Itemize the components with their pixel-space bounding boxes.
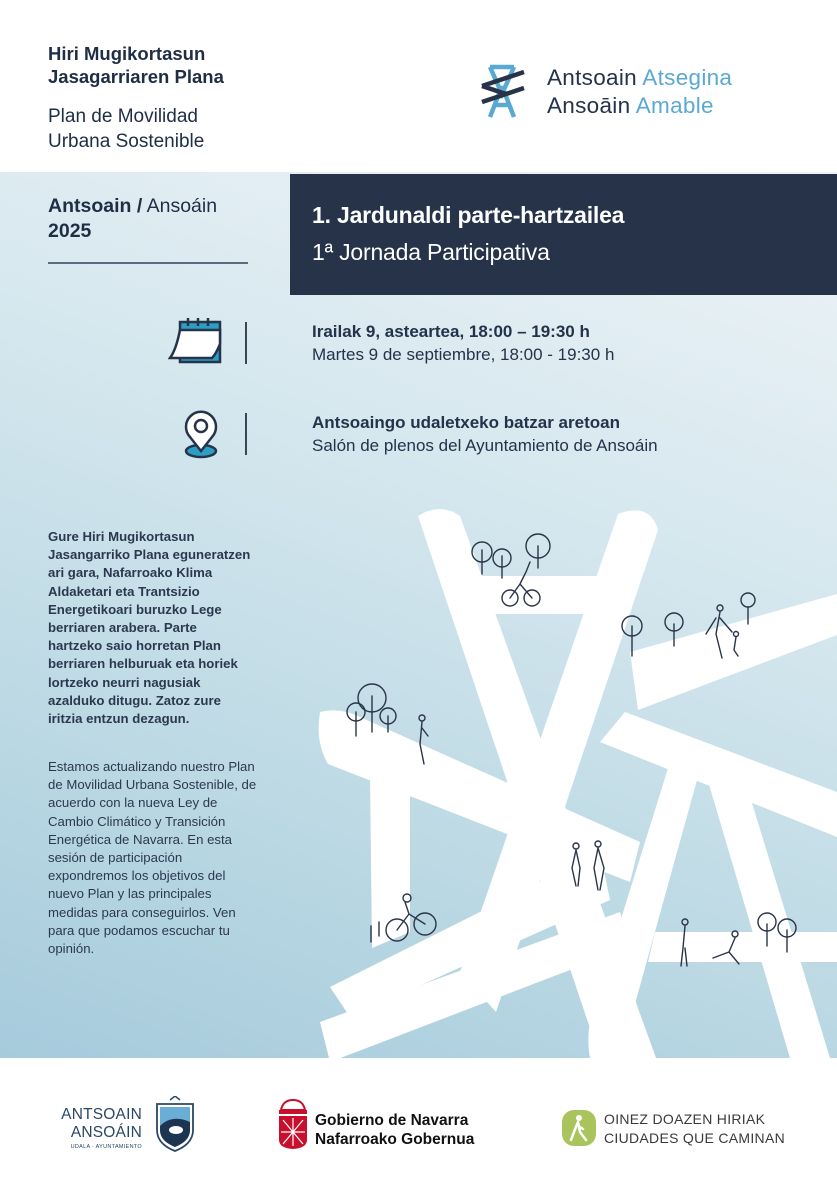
ayuntamiento-logo [60, 1102, 200, 1162]
separator-line [245, 322, 247, 364]
event-title-basque: 1. Jardunaldi parte-hartzailea [312, 202, 625, 228]
header [0, 0, 837, 172]
plan-title-basque [48, 42, 224, 88]
hero-section [0, 172, 837, 1058]
event-date-row [168, 318, 808, 370]
event-title-box [290, 174, 837, 295]
navarra-line2: Nafarroako Gobernua [315, 1131, 475, 1148]
plan-es-line2: Urbana Sostenible [48, 131, 205, 152]
street-a-bar [648, 932, 837, 962]
location-pin-icon [168, 409, 226, 459]
brand-line2-dark: Ansoāin [547, 93, 631, 118]
event-title-spanish: 1ª Jornada Participativa [312, 239, 550, 265]
plan-eu-line1: Hiri Mugikortasun [48, 43, 206, 64]
event-place-row [168, 409, 808, 461]
ayuntamiento-line1: ANTSOAIN [61, 1106, 142, 1123]
separator-line [245, 413, 247, 455]
brand-logo [480, 64, 810, 120]
walking-line2: CIUDADES QUE CAMINAN [604, 1130, 786, 1146]
event-place-spanish: Salón de plenos del Ayuntamiento de Ansoáin [312, 436, 658, 455]
calendar-icon [168, 318, 226, 368]
description-basque: Gure Hiri Mugikortasun Jasangarriko Plana eguneratzen ari gara, Nafarroako Klima Aldaketari eta Trantsizio Energetikoari buruzko Lege berriaren arabera. Parte hartzeko saio horretan Plan berriaren helburuak eta horiek lortzeko neurri nagusiak azalduko ditugu. Zatoz zure iritzia entzun dezagun. [48, 529, 251, 727]
plan-eu-line2: Jasagarriaren Plana [48, 66, 224, 87]
ciudades-que-caminan-logo [562, 1110, 802, 1150]
street-letters-illustration [300, 502, 837, 1058]
brand-text [547, 64, 732, 120]
walking-line1: OINEZ DOAZEN HIRIAK [604, 1111, 766, 1127]
event-date-spanish: Martes 9 de septiembre, 18:00 - 19:30 h [312, 345, 615, 364]
footer-logos [0, 1058, 837, 1204]
event-date-basque: Irailak 9, asteartea, 18:00 – 19:30 h [312, 322, 590, 341]
street-diagonal-top [630, 594, 837, 710]
ayuntamiento-line3: UDALA · AYUNTAMIENTO [70, 1144, 142, 1150]
brand-line2-light: Amable [635, 93, 714, 118]
brand-line1-light: Atsegina [642, 65, 733, 90]
plan-title-spanish [48, 104, 204, 154]
event-place-basque: Antsoaingo udaletxeko batzar aretoan [312, 413, 620, 432]
divider [48, 262, 248, 264]
brand-line1-dark: Antsoain [547, 65, 637, 90]
city-basque: Antsoain [48, 195, 132, 217]
gobierno-navarra-logo [277, 1098, 507, 1154]
street-a-left [588, 762, 702, 1058]
plan-es-line1: Plan de Movilidad [48, 106, 198, 127]
ayuntamiento-line2: ANSOÁIN [70, 1124, 142, 1141]
city-year [48, 194, 217, 244]
pedestrian-icon [562, 1110, 596, 1146]
navarra-crest-icon [277, 1098, 309, 1150]
city-spanish: Ansoáin [146, 195, 218, 217]
coat-of-arms-icon [154, 1096, 196, 1152]
description-spanish: Estamos actualizando nuestro Plan de Movilidad Urbana Sostenible, de acuerdo con la nueva Ley de Cambio Climático y Transición Energética de Navarra. En esta sesión de participación expondremos los objetivos del nuevo Plan y las principales medidas para conseguirlos. Ven para que podamos escuchar tu opinión. [48, 759, 257, 957]
navarra-line1: Gobierno de Navarra [315, 1112, 469, 1129]
year: 2025 [48, 220, 92, 242]
city-separator: / [136, 195, 143, 217]
antsoain-amable-logo-icon [480, 64, 532, 120]
